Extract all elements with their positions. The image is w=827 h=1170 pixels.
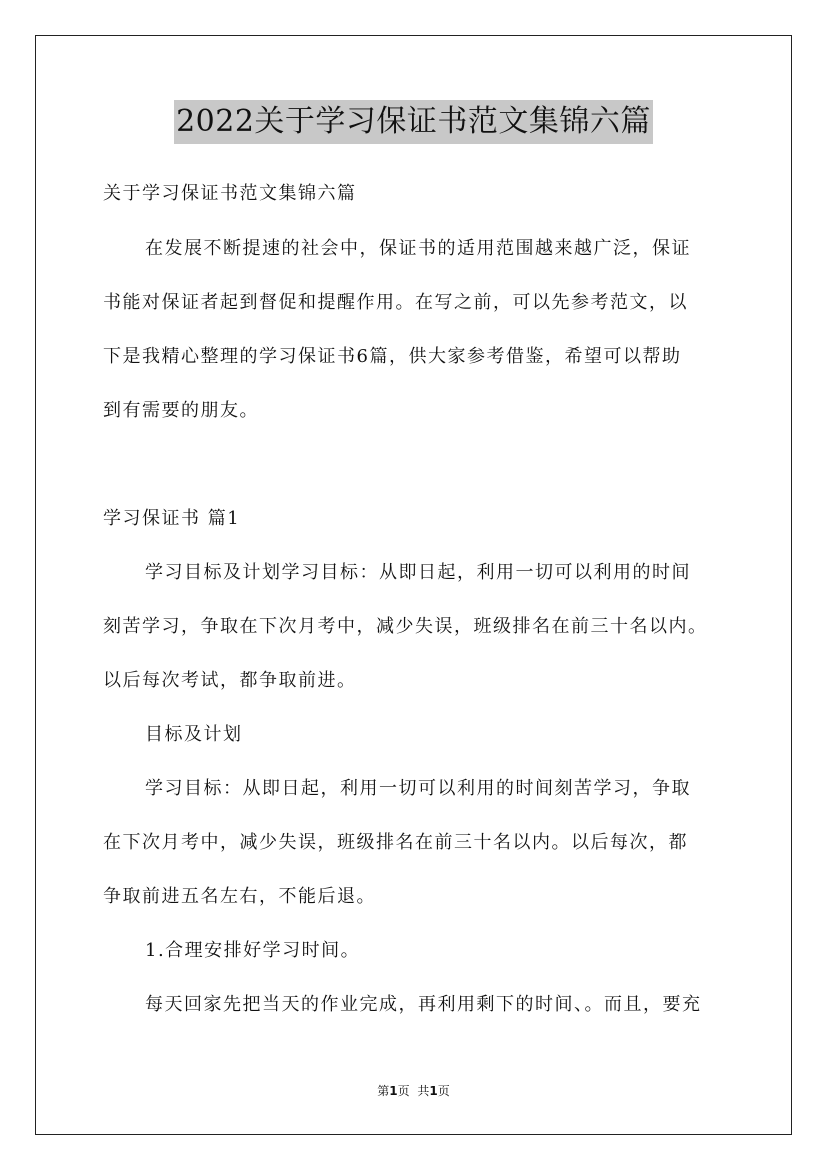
paragraph-line: 在发展不断提速的社会中，保证书的适用范围越来越广泛，保证 — [145, 238, 691, 259]
paragraph-line: 每天回家先把当天的作业完成，再利用剩下的时间、。而且，要充 — [145, 994, 702, 1015]
footer-total-prefix: 共 — [417, 1084, 430, 1098]
document-title: 2022关于学习保证书范文集锦六篇 — [174, 100, 653, 144]
list-item-line: 1.合理安排好学习时间。 — [145, 940, 361, 961]
footer-page-prefix: 第 — [377, 1084, 390, 1098]
section-heading: 学习保证书 篇1 — [103, 508, 241, 529]
title-wrap — [0, 100, 827, 144]
paragraph-line: 刻苦学习，争取在下次月考中，减少失误，班级排名在前三十名以内。 — [103, 616, 708, 637]
paragraph-line: 争取前进五名左右，不能后退。 — [103, 886, 376, 907]
paragraph-line: 以后每次考试，都争取前进。 — [103, 670, 357, 691]
paragraph-line: 下是我精心整理的学习保证书6篇，供大家参考借鉴，希望可以帮助 — [103, 346, 682, 367]
paragraph-line: 到有需要的朋友。 — [103, 400, 259, 421]
footer-total-suffix: 页 — [437, 1084, 450, 1098]
footer-page-number: 1 — [389, 1084, 398, 1098]
page-footer — [0, 1083, 827, 1099]
footer-total-pages: 1 — [429, 1084, 438, 1098]
paragraph-line: 书能对保证者起到督促和提醒作用。在写之前，可以先参考范文，以 — [103, 292, 688, 313]
subheading-line: 目标及计划 — [145, 724, 243, 745]
paragraph-line: 在下次月考中，减少失误，班级排名在前三十名以内。以后每次，都 — [103, 832, 688, 853]
subtitle-line: 关于学习保证书范文集锦六篇 — [103, 183, 357, 204]
paragraph-line: 学习目标及计划学习目标：从即日起，利用一切可以利用的时间 — [145, 562, 691, 583]
paragraph-line: 学习目标：从即日起，利用一切可以利用的时间刻苦学习，争取 — [145, 778, 691, 799]
footer-page-suffix: 页 — [397, 1084, 410, 1098]
